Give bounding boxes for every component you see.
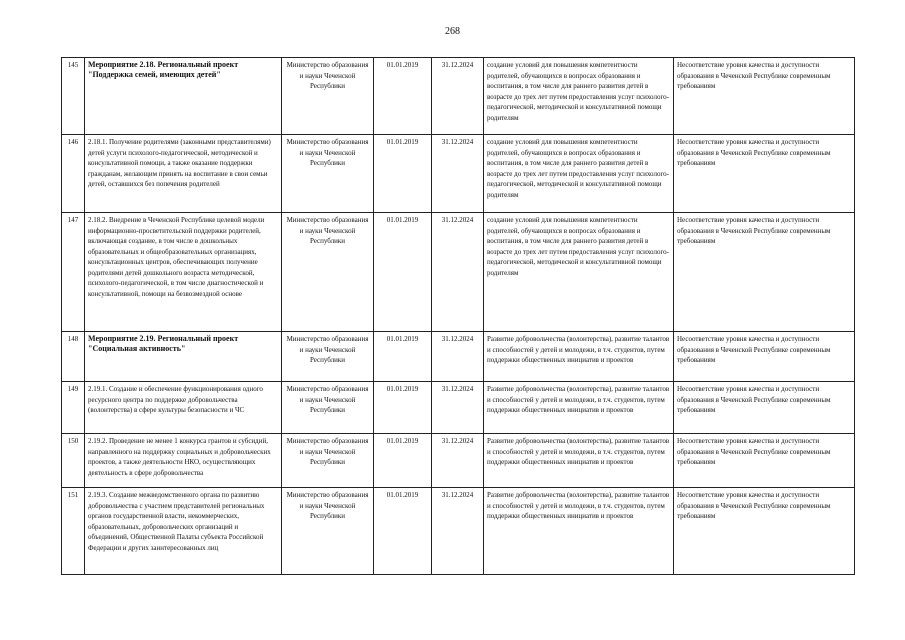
result-cell: создание условий для повышения компетентности родителей, обучающихся в вопросах образования и воспитания, в том числе для раннего развития детей в возрасте до трех лет путем предоставления услуг психолого-педагогической, методической и консультативной помощи родителям [484, 58, 674, 135]
table-row [62, 382, 855, 434]
row-number: 147 [62, 213, 85, 332]
start-date-cell: 01.01.2019 [374, 488, 432, 575]
responsible-cell: Министерство образования и науки Чеченской Республики [282, 213, 374, 332]
row-number: 149 [62, 382, 85, 434]
start-date-cell: 01.01.2019 [374, 382, 432, 434]
event-cell: Мероприятие 2.18. Региональный проект "Поддержка семей, имеющих детей" [85, 58, 282, 135]
start-date-cell: 01.01.2019 [374, 58, 432, 135]
responsible-cell: Министерство образования и науки Чеченской Республики [282, 58, 374, 135]
consequence-cell: Несоответствие уровня качества и доступности образования в Чеченской Республике современным требованиям [674, 332, 855, 382]
result-cell: Развитие добровольчества (волонтерства), развитие талантов и способностей у детей и молодежи, в т.ч. студентов, путем поддержки общественных инициатив и проектов [484, 434, 674, 488]
event-cell: 2.19.2. Проведение не менее 1 конкурса грантов и субсидий, направленного на поддержку социальных и добровольческих проектов, а также деятельности НКО, осуществляющих деятельность в сфере добровольчества [85, 434, 282, 488]
table-row [62, 434, 855, 488]
table-row [62, 58, 855, 135]
row-number: 151 [62, 488, 85, 575]
row-number: 150 [62, 434, 85, 488]
end-date-cell: 31.12.2024 [432, 213, 484, 332]
end-date-cell: 31.12.2024 [432, 58, 484, 135]
start-date-cell: 01.01.2019 [374, 434, 432, 488]
start-date-cell: 01.01.2019 [374, 213, 432, 332]
responsible-cell: Министерство образования и науки Чеченской Республики [282, 135, 374, 213]
row-number: 148 [62, 332, 85, 382]
table-row [62, 488, 855, 575]
consequence-cell: Несоответствие уровня качества и доступности образования в Чеченской Республике современным требованиям [674, 488, 855, 575]
responsible-cell: Министерство образования и науки Чеченской Республики [282, 488, 374, 575]
end-date-cell: 31.12.2024 [432, 488, 484, 575]
page-number: 268 [445, 26, 460, 37]
row-number: 146 [62, 135, 85, 213]
event-cell: Мероприятие 2.19. Региональный проект "Социальная активность" [85, 332, 282, 382]
responsible-cell: Министерство образования и науки Чеченской Республики [282, 332, 374, 382]
start-date-cell: 01.01.2019 [374, 135, 432, 213]
row-number: 145 [62, 58, 85, 135]
result-cell: создание условий для повышения компетентности родителей, обучающихся в вопросах образования и воспитания, в том числе для раннего развития детей в возрасте до трех лет путем предоставления услуг психолого-педагогической, методической и консультативной помощи родителям [484, 135, 674, 213]
start-date-cell: 01.01.2019 [374, 332, 432, 382]
event-cell: 2.19.1. Создание и обеспечение функционирования одного ресурсного центра по поддержке добровольчества (волонтерства) в сфере культуры безопасности и ЧС [85, 382, 282, 434]
consequence-cell: Несоответствие уровня качества и доступности образования в Чеченской Республике современным требованиям [674, 135, 855, 213]
result-cell: Развитие добровольчества (волонтерства), развитие талантов и способностей у детей и молодежи, в т.ч. студентов, путем поддержки общественных инициатив и проектов [484, 332, 674, 382]
table-row [62, 135, 855, 213]
responsible-cell: Министерство образования и науки Чеченской Республики [282, 382, 374, 434]
event-cell: 2.18.2. Внедрение в Чеченской Республике целевой модели информационно-просветительской поддержки родителей, включающая создание, в том числе в дошкольных образовательных и общеобразовательных организациях, консультационных центров, обеспечивающих получение родителями детей дошкольного возраста методической, психолого-педагогической, в том числе диагностической и консультативной, помощи на безвозмездной основе [85, 213, 282, 332]
result-cell: создание условий для повышения компетентности родителей, обучающихся в вопросах образования и воспитания, в том числе для раннего развития детей в возрасте до трех лет путем предоставления услуг психолого-педагогической, методической и консультативной помощи родителям [484, 213, 674, 332]
consequence-cell: Несоответствие уровня качества и доступности образования в Чеченской Республике современным требованиям [674, 382, 855, 434]
consequence-cell: Несоответствие уровня качества и доступности образования в Чеченской Республике современным требованиям [674, 434, 855, 488]
end-date-cell: 31.12.2024 [432, 332, 484, 382]
result-cell: Развитие добровольчества (волонтерства), развитие талантов и способностей у детей и молодежи, в т.ч. студентов, путем поддержки общественных инициатив и проектов [484, 488, 674, 575]
end-date-cell: 31.12.2024 [432, 135, 484, 213]
plan-table [61, 57, 855, 575]
responsible-cell: Министерство образования и науки Чеченской Республики [282, 434, 374, 488]
event-cell: 2.19.3. Создание межведомственного органа по развитию добровольчества с участием представителей региональных органов государственной власти, некоммерческих, образовательных, добровольческих организаций и объединений, Общественной Палаты субъекта Российской Федерации и других заинтересованных лиц [85, 488, 282, 575]
end-date-cell: 31.12.2024 [432, 434, 484, 488]
consequence-cell: Несоответствие уровня качества и доступности образования в Чеченской Республике современным требованиям [674, 58, 855, 135]
event-cell: 2.18.1. Получение родителями (законными представителями) детей услуги психолого-педагогической, методической и консультативной помощи, а также оказание поддержки гражданам, желающим принять на воспитание в свои семьи детей, оставшихся без попечения родителей [85, 135, 282, 213]
table-row [62, 213, 855, 332]
table-row [62, 332, 855, 382]
result-cell: Развитие добровольчества (волонтерства), развитие талантов и способностей у детей и молодежи, в т.ч. студентов, путем поддержки общественных инициатив и проектов [484, 382, 674, 434]
consequence-cell: Несоответствие уровня качества и доступности образования в Чеченской Республике современным требованиям [674, 213, 855, 332]
end-date-cell: 31.12.2024 [432, 382, 484, 434]
